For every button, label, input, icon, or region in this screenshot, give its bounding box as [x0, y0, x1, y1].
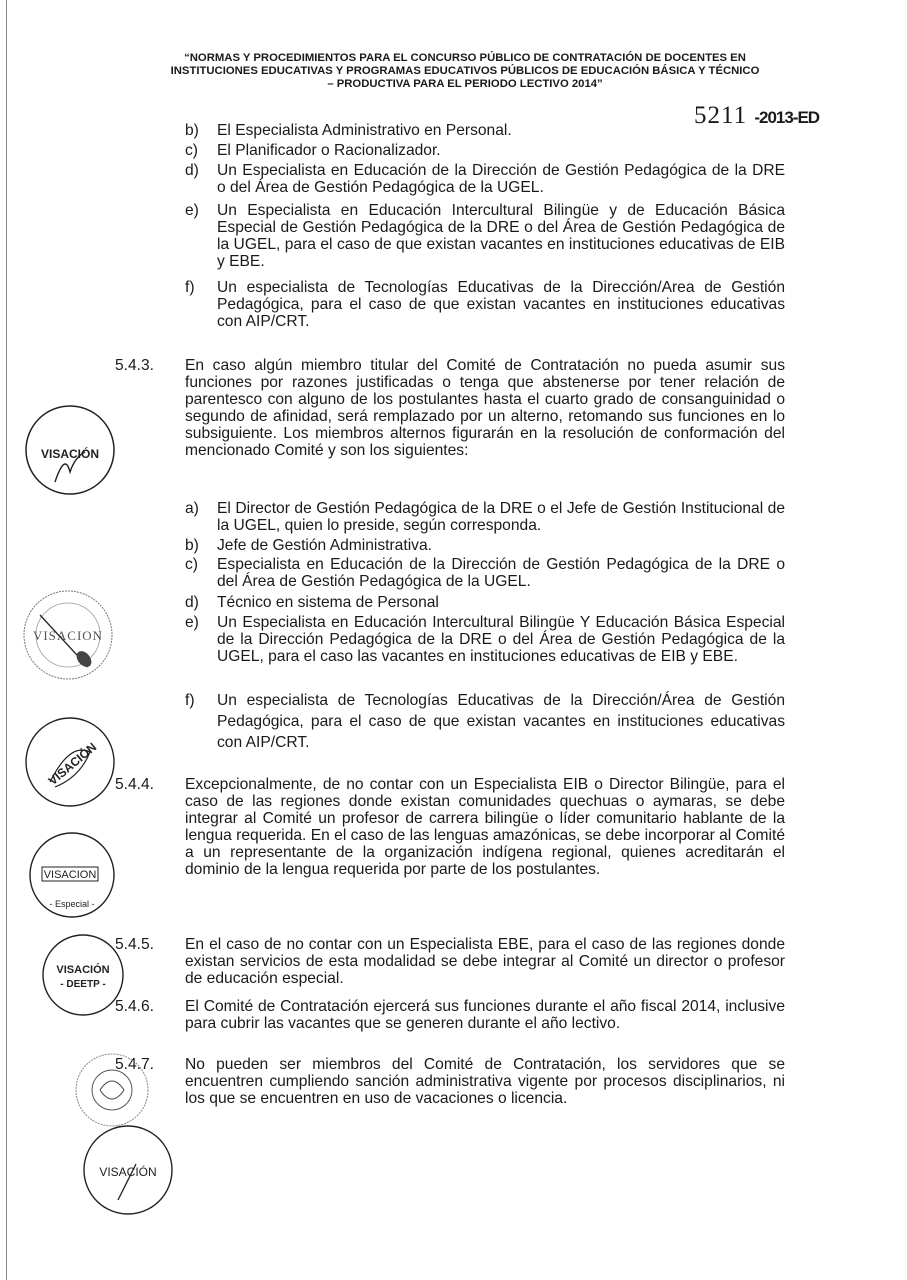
header-line: – PRODUCTIVA PARA EL PERIODO LECTIVO 2014” [327, 78, 603, 90]
item-label: a) [185, 500, 199, 517]
section-text: En el caso de no contar con un Especialista EBE, para el caso de las regiones donde existan servicios de esta modalidad se debe integrar al Comité un director o profesor de educación especial. [185, 936, 785, 987]
section-5-4-5 [115, 936, 785, 987]
section-5-4-3 [115, 357, 785, 459]
item-label: b) [185, 537, 199, 554]
section-5-4-7 [115, 1056, 785, 1107]
item-label: b) [185, 122, 199, 139]
list-item [185, 594, 785, 611]
list-item [185, 122, 785, 139]
page-edge [6, 0, 7, 1280]
item-text: Un Especialista en Educación Intercultural Bilingüe Y Educación Básica Especial de la Dirección Pedagógica de la DRE o del Área de Gestión Pedagógica de la UGEL, para el caso las vacantes en instituciones educativas de EIB y EBE. [217, 614, 785, 665]
header-line: INSTITUCIONES EDUCATIVAS Y PROGRAMAS EDUCATIVOS PÚBLICOS DE EDUCACIÓN BÁSICA Y TÉCNICO [170, 65, 760, 77]
svg-text:VISACIÓN: VISACIÓN [45, 739, 100, 788]
list-item [185, 142, 785, 159]
section-text: Excepcionalmente, de no contar con un Especialista EIB o Director Bilingüe, para el caso de las regiones donde existan comunidades quechuas o aymaras, se debe integrar al Comité un profesor de carrera bilingüe o líder comunitario hablante de la lengua requerida. En el caso de las lenguas amazónicas, se debe incorporar al Comité a un representante de la organización indígena regional, quienes acreditarán el dominio de la lengua requerida por parte de los postulantes. [185, 776, 785, 878]
visa-stamp-ebe [22, 825, 122, 925]
section-5-4-6 [115, 998, 785, 1032]
item-label: d) [185, 594, 199, 611]
item-text: El Planificador o Racionalizador. [217, 142, 441, 159]
item-text: Un especialista de Tecnologías Educativas de la Dirección/Área de Gestión Pedagógica, para el caso de que existan vacantes en instituciones educativas con AIP/CRT. [217, 692, 785, 751]
item-text: Un especialista de Tecnologías Educativas de la Dirección/Area de Gestión Pedagógica, para el caso de que existan vacantes en instituciones educativas con AIP/CRT. [217, 279, 785, 330]
item-label: f) [185, 692, 195, 709]
item-text: Especialista en Educación de la Dirección de Gestión Pedagógica de la DRE o del Área de Gestión Pedagógica de la UGEL. [217, 556, 785, 590]
item-text: Un Especialista en Educación de la Dirección de Gestión Pedagógica de la DRE o del Área de Gestión Pedagógica de la UGEL. [217, 162, 785, 196]
list-item [185, 614, 785, 665]
svg-text:- Especial -: - Especial - [49, 899, 95, 909]
section-number: 5.4.7. [115, 1056, 155, 1073]
list-item [185, 537, 785, 554]
visa-stamp-ministerio [18, 585, 118, 685]
item-label: c) [185, 556, 198, 573]
svg-text:VISACIÓN: VISACIÓN [56, 964, 110, 976]
svg-text:- DEETP -: - DEETP - [60, 979, 106, 990]
section-text: No pueden ser miembros del Comité de Contratación, los servidores que se encuentren cumpliendo sanción administrativa vigente por procesos disciplinarios, ni los que se encuentren en uso de vacaciones o licencia. [185, 1056, 785, 1107]
section-number: 5.4.4. [115, 776, 155, 793]
svg-text:VISACIÓN: VISACIÓN [40, 447, 100, 461]
document-header [150, 52, 780, 91]
section-number: 5.4.3. [115, 357, 155, 374]
list-item [185, 279, 785, 330]
item-text: El Director de Gestión Pedagógica de la DRE o el Jefe de Gestión Institucional de la UGEL, quien lo preside, según corresponda. [217, 500, 785, 534]
section-number: 5.4.6. [115, 998, 155, 1015]
resolution-number-main: 5211 [694, 102, 748, 129]
resolution-number-suffix: -2013-ED [754, 108, 820, 127]
visa-stamp-ministerio-seal [72, 1050, 155, 1130]
item-text: Jefe de Gestión Administrativa. [217, 537, 432, 554]
item-text: Un Especialista en Educación Intercultural Bilingüe y de Educación Básica Especial de Gestión Pedagógica de la DRE o del Área de Gestión Pedagógica de la UGEL, para el caso de que existan vacantes en instituciones educativas de EIB y EBE. [217, 202, 785, 270]
list-item [185, 202, 785, 270]
item-label: f) [185, 279, 195, 296]
svg-text:VISACION: VISACION [43, 869, 97, 881]
list-item [185, 162, 785, 196]
section-number: 5.4.5. [115, 936, 155, 953]
section-5-4-4 [115, 776, 785, 878]
item-label: d) [185, 162, 199, 179]
svg-text:VISACIÓN: VISACIÓN [99, 1165, 157, 1179]
item-text: El Especialista Administrativo en Personal. [217, 122, 512, 139]
list-item [185, 690, 785, 753]
list-item [185, 556, 785, 590]
list-item [185, 500, 785, 534]
svg-text:VISACION: VISACION [32, 628, 104, 643]
item-text: Técnico en sistema de Personal [217, 594, 439, 611]
header-line: “NORMAS Y PROCEDIMIENTOS PARA EL CONCURSO PÚBLICO DE CONTRATACIÓN DE DOCENTES EN [184, 52, 746, 64]
item-label: e) [185, 202, 199, 219]
visa-stamp-deetp [38, 925, 138, 1025]
section-text: En caso algún miembro titular del Comité de Contratación no pueda asumir sus funciones por razones justificadas o tenga que abstenerse por tener relación de parentesco con alguno de los postulantes hasta el cuarto grado de consanguinidad o segundo de afinidad, será remplazado por un alterno, retomando sus funciones en lo subsiguiente. Los miembros alternos figurarán en la resolución de conformación del mencionado Comité y son los siguientes: [185, 357, 785, 459]
section-text: El Comité de Contratación ejercerá sus funciones durante el año fiscal 2014, inclusive para cubrir las vacantes que se generen durante el año lectivo. [185, 998, 785, 1032]
item-label: c) [185, 142, 198, 159]
visa-stamp-desarrollo-docente [20, 400, 120, 500]
visa-stamp-ebr [20, 712, 120, 812]
item-label: e) [185, 614, 199, 631]
visa-stamp-eba [78, 1120, 178, 1220]
